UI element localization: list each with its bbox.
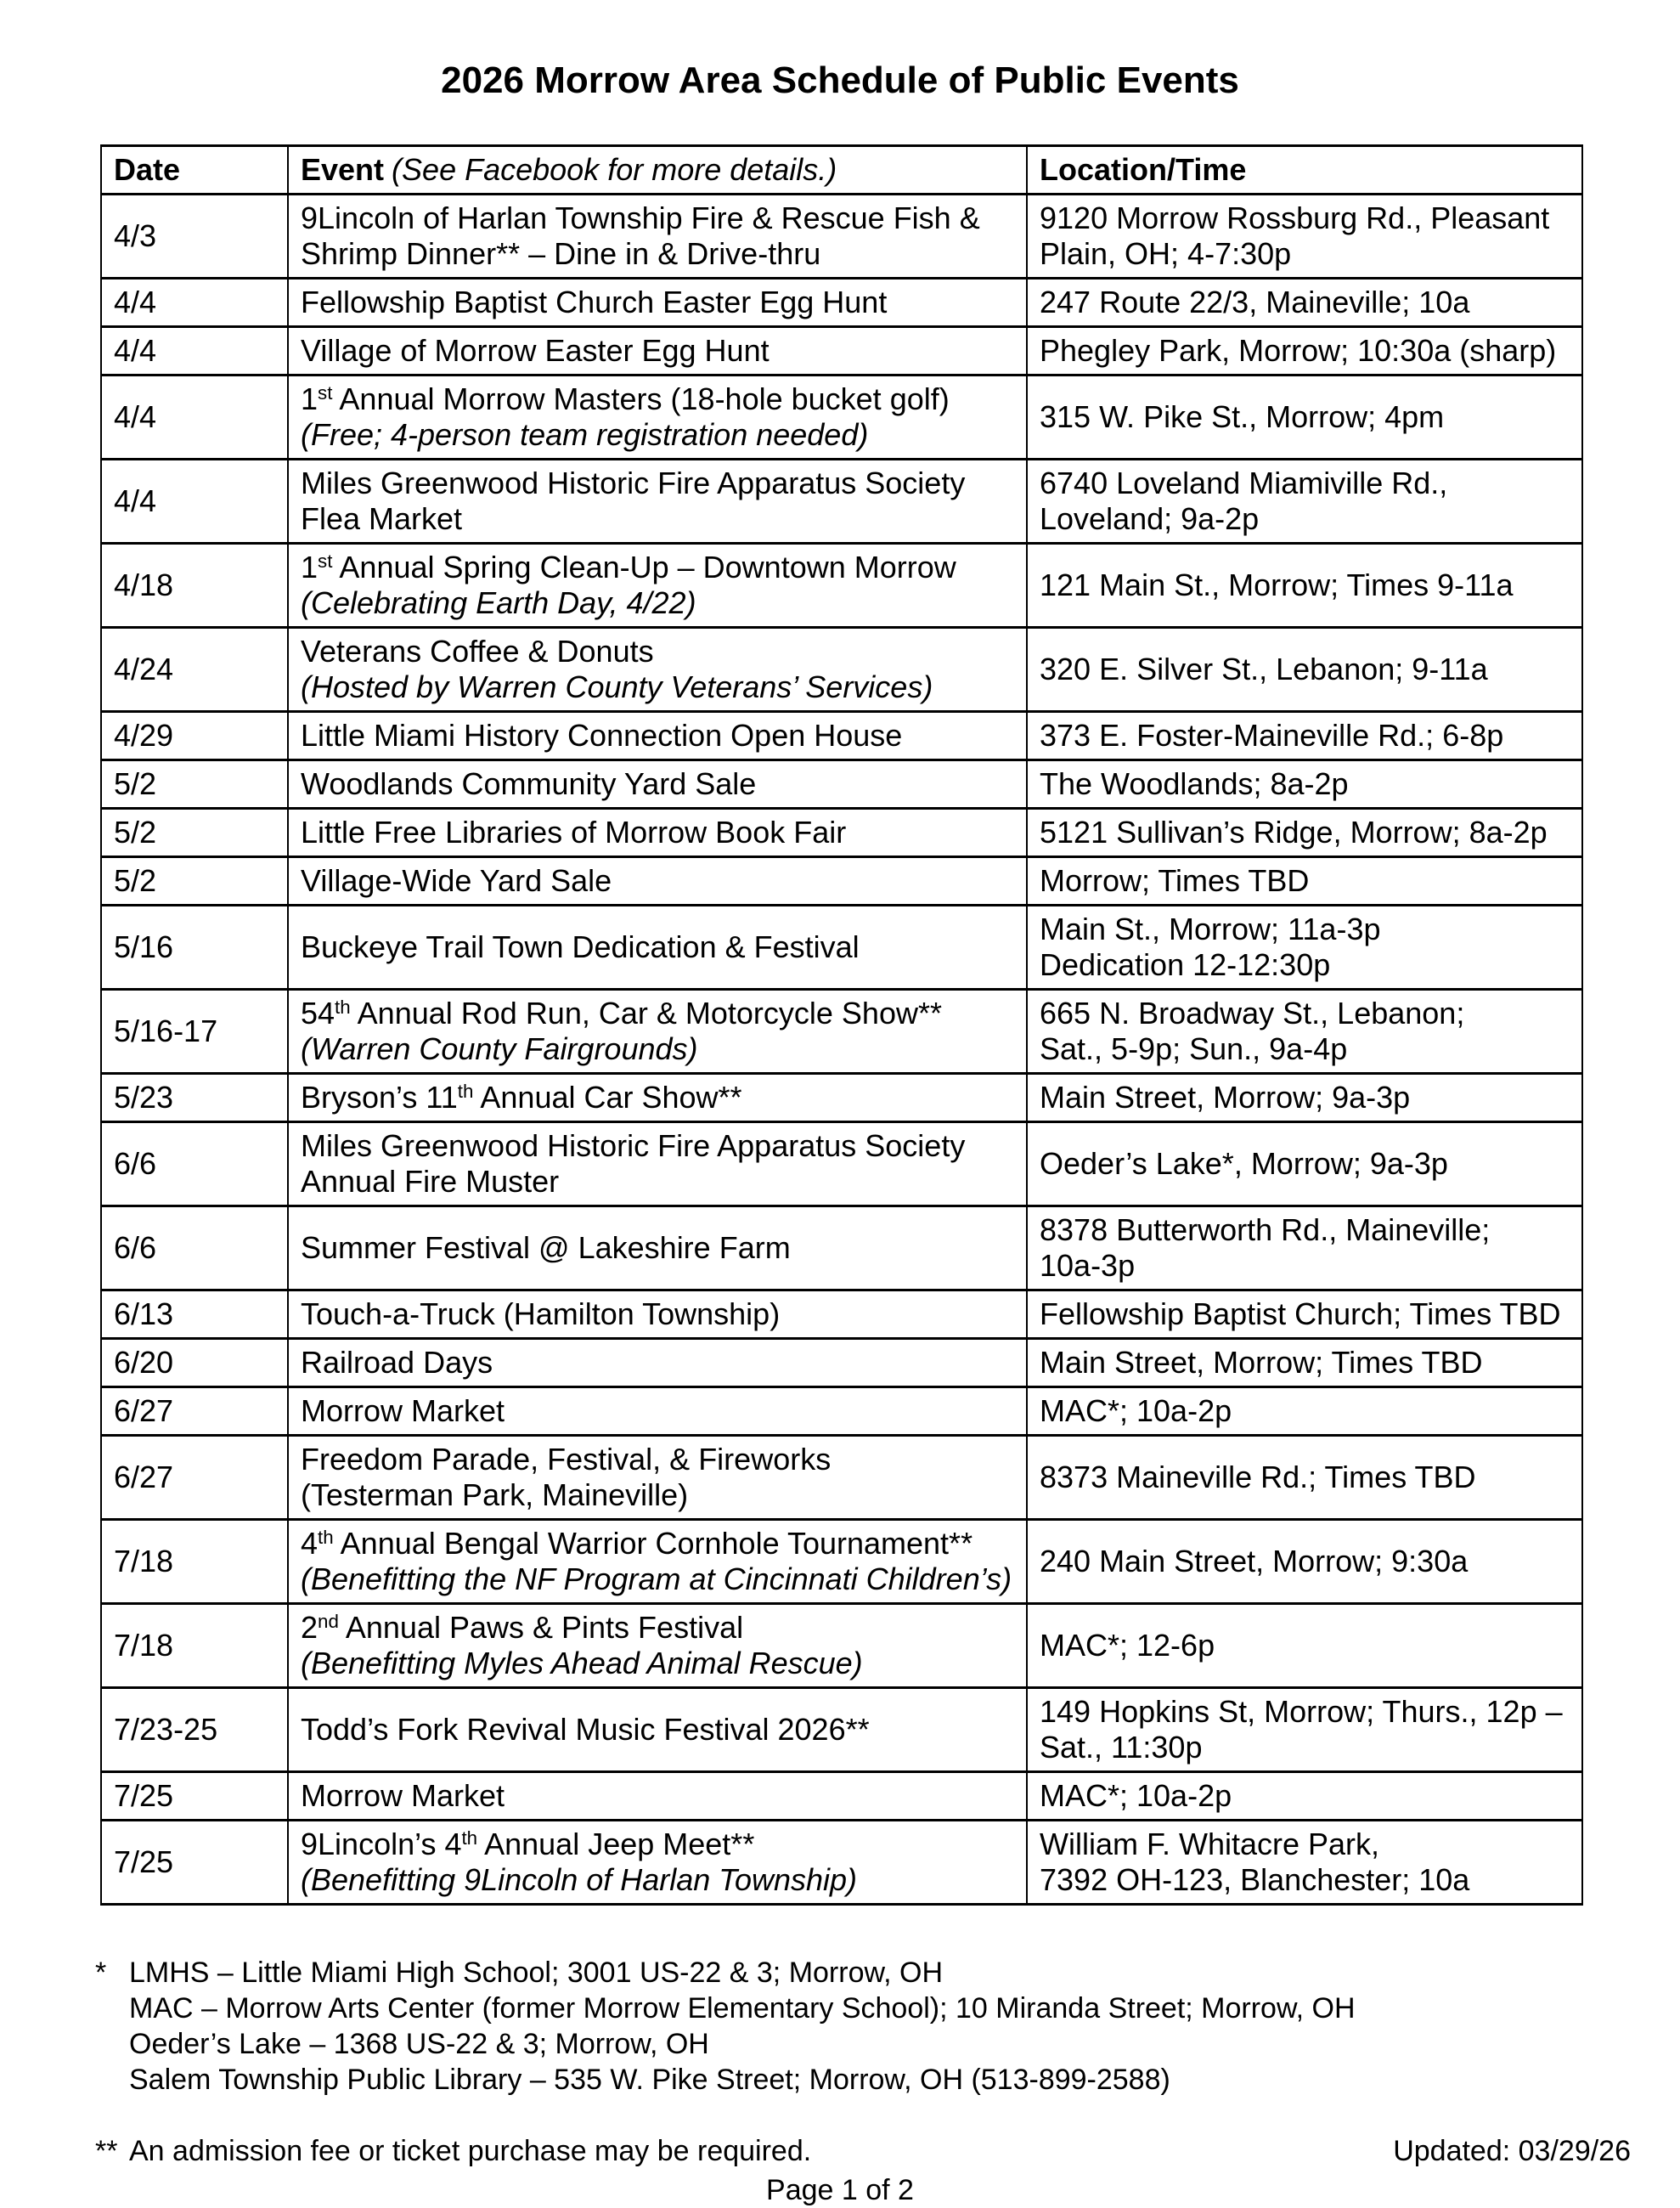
event-cell <box>288 544 1027 628</box>
event-cell <box>288 906 1027 990</box>
event-text-segment: 9Lincoln of Harlan Township Fire & Rescue Fish & <box>301 200 980 235</box>
event-text-segment: Woodlands Community Yard Sale <box>301 766 757 801</box>
event-line <box>301 466 1014 501</box>
event-cell <box>288 857 1027 906</box>
event-text-segment: Village of Morrow Easter Egg Hunt <box>301 333 770 368</box>
event-line <box>301 1561 1014 1597</box>
event-text-segment: 54 <box>301 996 335 1031</box>
event-text-segment: Flea Market <box>301 501 463 536</box>
location-cell <box>1027 1339 1582 1387</box>
location-cell <box>1027 857 1582 906</box>
date-cell: 6/6 <box>101 1206 288 1290</box>
event-text-segment: Morrow Market <box>301 1778 505 1813</box>
table-row <box>101 1520 1582 1604</box>
event-line <box>301 718 1014 754</box>
location-line: 149 Hopkins St, Morrow; Thurs., 12p – <box>1040 1694 1563 1729</box>
location-line: 8378 Butterworth Rd., Maineville; <box>1040 1212 1491 1247</box>
event-cell <box>288 1520 1027 1604</box>
event-cell <box>288 990 1027 1074</box>
page-number-label: Page 1 of 2 <box>766 2174 914 2206</box>
table-row <box>101 1339 1582 1387</box>
location-line: 6740 Loveland Miamiville Rd., <box>1040 466 1448 500</box>
location-line: MAC*; 10a-2p <box>1040 1778 1232 1813</box>
date-cell: 6/27 <box>101 1436 288 1520</box>
event-text-segment: (Celebrating Earth Day, 4/22) <box>301 585 696 620</box>
date-cell: 7/25 <box>101 1821 288 1905</box>
location-cell <box>1027 1206 1582 1290</box>
event-text-segment: (Warren County Fairgrounds) <box>301 1031 698 1066</box>
footnote-admission-block <box>95 2133 1631 2169</box>
event-cell <box>288 628 1027 712</box>
date-cell: 5/16-17 <box>101 990 288 1074</box>
table-row <box>101 906 1582 990</box>
event-line <box>301 766 1014 802</box>
event-text-segment: Miles Greenwood Historic Fire Apparatus Society <box>301 1128 966 1163</box>
location-cell <box>1027 1387 1582 1436</box>
event-text-segment: 1 <box>301 550 319 584</box>
location-cell <box>1027 195 1582 279</box>
date-cell: 5/2 <box>101 857 288 906</box>
event-cell <box>288 712 1027 760</box>
event-text-segment: Miles Greenwood Historic Fire Apparatus Society <box>301 466 966 500</box>
event-cell <box>288 1821 1027 1905</box>
event-line <box>301 381 1014 417</box>
event-line <box>301 1393 1014 1429</box>
event-text-segment: (Benefitting Myles Ahead Animal Rescue) <box>301 1646 863 1680</box>
footnote-line: Salem Township Public Library – 535 W. Pike Street; Morrow, OH (513-899-2588) <box>129 2064 1170 2096</box>
table-row <box>101 1772 1582 1821</box>
table-row <box>101 544 1582 628</box>
table-row <box>101 1821 1582 1905</box>
table-row <box>101 279 1582 327</box>
event-line <box>301 1230 1014 1266</box>
event-text-segment: Fellowship Baptist Church Easter Egg Hunt <box>301 285 888 319</box>
event-line <box>301 863 1014 899</box>
event-line <box>301 236 1014 272</box>
event-line <box>301 1827 1014 1862</box>
date-cell: 5/23 <box>101 1074 288 1122</box>
event-text-segment: (Free; 4-person team registration needed) <box>301 417 869 452</box>
event-line <box>301 1080 1014 1115</box>
location-line: 8373 Maineville Rd.; Times TBD <box>1040 1460 1476 1494</box>
event-cell <box>288 760 1027 809</box>
event-text-segment: Annual Paws & Pints Festival <box>338 1610 744 1645</box>
ordinal-superscript: th <box>318 1526 334 1548</box>
column-header-event-label: Event <box>301 152 385 187</box>
date-cell: 4/24 <box>101 628 288 712</box>
table-row <box>101 1122 1582 1206</box>
event-cell <box>288 1688 1027 1772</box>
event-text-segment: Shrimp Dinner** – Dine in & Drive-thru <box>301 236 821 271</box>
event-line <box>301 1477 1014 1513</box>
date-cell: 4/29 <box>101 712 288 760</box>
column-header-event-note: (See Facebook for more details.) <box>392 152 837 187</box>
event-text-segment: Annual Car Show** <box>473 1080 742 1115</box>
event-line <box>301 585 1014 621</box>
location-line: 240 Main Street, Morrow; 9:30a <box>1040 1544 1469 1578</box>
location-line: 373 E. Foster-Maineville Rd.; 6-8p <box>1040 718 1504 753</box>
location-line: The Woodlands; 8a-2p <box>1040 766 1349 801</box>
date-cell: 7/25 <box>101 1772 288 1821</box>
event-line <box>301 1296 1014 1332</box>
date-cell: 6/27 <box>101 1387 288 1436</box>
location-cell <box>1027 1436 1582 1520</box>
footnotes-section <box>95 1955 1631 2169</box>
location-cell <box>1027 1290 1582 1339</box>
event-cell <box>288 1122 1027 1206</box>
location-line: 9120 Morrow Rossburg Rd., Pleasant <box>1040 200 1550 235</box>
location-cell <box>1027 327 1582 376</box>
event-line <box>301 669 1014 705</box>
event-text-segment: Veterans Coffee & Donuts <box>301 634 654 669</box>
event-cell <box>288 327 1027 376</box>
location-line: Morrow; Times TBD <box>1040 863 1310 898</box>
ordinal-superscript: th <box>457 1080 474 1102</box>
event-text-segment: Buckeye Trail Town Dedication & Festival <box>301 929 860 964</box>
column-header-location <box>1027 146 1582 195</box>
event-line <box>301 634 1014 669</box>
event-text-segment: 2 <box>301 1610 319 1645</box>
location-line: Sat., 5-9p; Sun., 9a-4p <box>1040 1031 1348 1066</box>
footnote-star-block <box>95 1955 1631 2098</box>
location-line: Fellowship Baptist Church; Times TBD <box>1040 1296 1561 1331</box>
location-line: Oeder’s Lake*, Morrow; 9a-3p <box>1040 1146 1448 1181</box>
footnote-line: MAC – Morrow Arts Center (former Morrow Elementary School); 10 Miranda Street; Morrow, OH <box>129 1992 1356 2024</box>
event-line <box>301 333 1014 369</box>
location-line: 7392 OH-123, Blanchester; 10a <box>1040 1862 1470 1897</box>
location-cell <box>1027 760 1582 809</box>
event-cell <box>288 1604 1027 1688</box>
date-cell: 5/2 <box>101 760 288 809</box>
event-text-segment: 4 <box>301 1526 319 1561</box>
event-text-segment: Bryson’s 11 <box>301 1080 458 1115</box>
table-row <box>101 628 1582 712</box>
table-row <box>101 195 1582 279</box>
event-text-segment: Railroad Days <box>301 1345 493 1380</box>
event-line <box>301 285 1014 320</box>
date-cell: 4/4 <box>101 376 288 460</box>
event-cell <box>288 1290 1027 1339</box>
table-row <box>101 1436 1582 1520</box>
date-cell: 7/18 <box>101 1604 288 1688</box>
event-text-segment: Village-Wide Yard Sale <box>301 863 612 898</box>
event-line <box>301 929 1014 965</box>
table-row <box>101 1604 1582 1688</box>
table-row <box>101 1074 1582 1122</box>
location-line: Phegley Park, Morrow; 10:30a (sharp) <box>1040 333 1557 368</box>
event-text-segment: 9Lincoln’s 4 <box>301 1827 462 1861</box>
events-table-body <box>101 195 1582 1905</box>
event-cell <box>288 1772 1027 1821</box>
footnote-admission-text: An admission fee or ticket purchase may be required. <box>129 2135 812 2167</box>
footnote-star-marker: * <box>95 1957 107 1989</box>
table-row <box>101 460 1582 544</box>
footnote-line: LMHS – Little Miami High School; 3001 US-22 & 3; Morrow, OH <box>129 1957 944 1989</box>
location-cell <box>1027 990 1582 1074</box>
table-header-row <box>101 146 1582 195</box>
event-line <box>301 1610 1014 1646</box>
column-header-location-label: Location/Time <box>1040 152 1247 187</box>
location-line: Plain, OH; 4-7:30p <box>1040 236 1292 271</box>
event-cell <box>288 1206 1027 1290</box>
location-cell <box>1027 1122 1582 1206</box>
event-text-segment: Morrow Market <box>301 1393 505 1428</box>
location-line: Dedication 12-12:30p <box>1040 947 1331 982</box>
location-cell <box>1027 1520 1582 1604</box>
event-cell <box>288 1436 1027 1520</box>
event-text-segment: Summer Festival @ Lakeshire Farm <box>301 1230 791 1265</box>
location-cell <box>1027 1688 1582 1772</box>
column-header-date-label: Date <box>114 152 181 187</box>
table-row <box>101 1688 1582 1772</box>
footnote-star-lines <box>129 1955 1631 2098</box>
ordinal-superscript: st <box>318 381 333 404</box>
date-cell: 7/18 <box>101 1520 288 1604</box>
table-row <box>101 760 1582 809</box>
location-line: Loveland; 9a-2p <box>1040 501 1260 536</box>
event-cell <box>288 809 1027 857</box>
event-line <box>301 1164 1014 1200</box>
location-cell <box>1027 809 1582 857</box>
location-line: 320 E. Silver St., Lebanon; 9-11a <box>1040 652 1488 686</box>
event-text-segment: Annual Spring Clean-Up – Downtown Morrow <box>332 550 956 584</box>
event-text-segment: Annual Rod Run, Car & Motorcycle Show** <box>350 996 942 1031</box>
table-row <box>101 857 1582 906</box>
date-cell: 4/4 <box>101 327 288 376</box>
event-line <box>301 1442 1014 1477</box>
event-text-segment: Little Free Libraries of Morrow Book Fair <box>301 815 847 850</box>
event-line <box>301 1345 1014 1381</box>
location-line: 5121 Sullivan’s Ridge, Morrow; 8a-2p <box>1040 815 1548 850</box>
location-cell <box>1027 1772 1582 1821</box>
event-line <box>301 200 1014 236</box>
location-cell <box>1027 628 1582 712</box>
event-cell <box>288 1074 1027 1122</box>
table-row <box>101 712 1582 760</box>
date-cell: 7/23-25 <box>101 1688 288 1772</box>
location-cell <box>1027 376 1582 460</box>
location-cell <box>1027 544 1582 628</box>
event-line <box>301 996 1014 1031</box>
event-line <box>301 815 1014 850</box>
location-cell <box>1027 906 1582 990</box>
location-cell <box>1027 279 1582 327</box>
events-table <box>100 144 1583 1906</box>
event-text-segment: Annual Bengal Warrior Cornhole Tournament** <box>333 1526 973 1561</box>
event-text-segment: Little Miami History Connection Open House <box>301 718 903 753</box>
ordinal-superscript: th <box>335 996 351 1018</box>
location-cell <box>1027 1604 1582 1688</box>
column-header-date <box>101 146 288 195</box>
location-line: Main St., Morrow; 11a-3p <box>1040 912 1381 946</box>
event-line <box>301 1712 1014 1748</box>
event-text-segment: Annual Morrow Masters (18-hole bucket golf) <box>332 381 950 416</box>
location-cell <box>1027 712 1582 760</box>
date-cell: 5/16 <box>101 906 288 990</box>
location-line: 247 Route 22/3, Maineville; 10a <box>1040 285 1470 319</box>
event-text-segment: Annual Fire Muster <box>301 1164 560 1199</box>
table-row <box>101 1387 1582 1436</box>
event-cell <box>288 1339 1027 1387</box>
updated-label: Updated: 03/29/26 <box>1393 2135 1631 2167</box>
event-line <box>301 1526 1014 1561</box>
table-row <box>101 809 1582 857</box>
event-line <box>301 1646 1014 1681</box>
event-line <box>301 1128 1014 1164</box>
location-cell <box>1027 1821 1582 1905</box>
event-cell <box>288 376 1027 460</box>
location-line: 665 N. Broadway St., Lebanon; <box>1040 996 1465 1031</box>
event-line <box>301 501 1014 537</box>
page-title: 2026 Morrow Area Schedule of Public Events <box>441 59 1239 101</box>
location-cell <box>1027 1074 1582 1122</box>
table-row <box>101 990 1582 1074</box>
location-line: Main Street, Morrow; 9a-3p <box>1040 1080 1411 1115</box>
date-cell: 4/4 <box>101 279 288 327</box>
location-line: 315 W. Pike St., Morrow; 4pm <box>1040 399 1445 434</box>
column-header-event <box>288 146 1027 195</box>
event-text-segment: (Testerman Park, Maineville) <box>301 1477 689 1512</box>
location-cell <box>1027 460 1582 544</box>
date-cell: 4/3 <box>101 195 288 279</box>
location-line: MAC*; 10a-2p <box>1040 1393 1232 1428</box>
event-cell <box>288 195 1027 279</box>
event-text-segment: Todd’s Fork Revival Music Festival 2026** <box>301 1712 870 1747</box>
ordinal-superscript: th <box>461 1827 478 1849</box>
footnote-double-star-marker: ** <box>95 2135 118 2167</box>
table-row <box>101 327 1582 376</box>
event-cell <box>288 279 1027 327</box>
table-row <box>101 376 1582 460</box>
date-cell: 6/13 <box>101 1290 288 1339</box>
event-line <box>301 1778 1014 1814</box>
event-line <box>301 1862 1014 1898</box>
location-line: 10a-3p <box>1040 1248 1136 1283</box>
event-line <box>301 417 1014 453</box>
event-text-segment: (Benefitting 9Lincoln of Harlan Township) <box>301 1862 858 1897</box>
footnote-line: Oeder’s Lake – 1368 US-22 & 3; Morrow, OH <box>129 2028 709 2060</box>
table-row <box>101 1206 1582 1290</box>
event-text-segment: (Benefitting the NF Program at Cincinnati Children’s) <box>301 1561 1012 1596</box>
date-cell: 4/18 <box>101 544 288 628</box>
date-cell: 5/2 <box>101 809 288 857</box>
location-line: William F. Whitacre Park, <box>1040 1827 1380 1861</box>
ordinal-superscript: nd <box>318 1610 339 1632</box>
ordinal-superscript: st <box>318 550 333 572</box>
event-cell <box>288 1387 1027 1436</box>
location-line: MAC*; 12-6p <box>1040 1628 1215 1663</box>
event-text-segment: (Hosted by Warren County Veterans’ Services) <box>301 669 933 704</box>
location-line: Main Street, Morrow; Times TBD <box>1040 1345 1483 1380</box>
location-line: 121 Main St., Morrow; Times 9-11a <box>1040 568 1514 602</box>
date-cell: 6/20 <box>101 1339 288 1387</box>
location-line: Sat., 11:30p <box>1040 1730 1203 1765</box>
date-cell: 4/4 <box>101 460 288 544</box>
event-text-segment: Freedom Parade, Festival, & Fireworks <box>301 1442 832 1477</box>
date-cell: 6/6 <box>101 1122 288 1206</box>
event-line <box>301 550 1014 585</box>
event-cell <box>288 460 1027 544</box>
event-line <box>301 1031 1014 1067</box>
table-row <box>101 1290 1582 1339</box>
event-text-segment: Touch-a-Truck (Hamilton Township) <box>301 1296 781 1331</box>
event-text-segment: Annual Jeep Meet** <box>477 1827 755 1861</box>
event-text-segment: 1 <box>301 381 319 416</box>
